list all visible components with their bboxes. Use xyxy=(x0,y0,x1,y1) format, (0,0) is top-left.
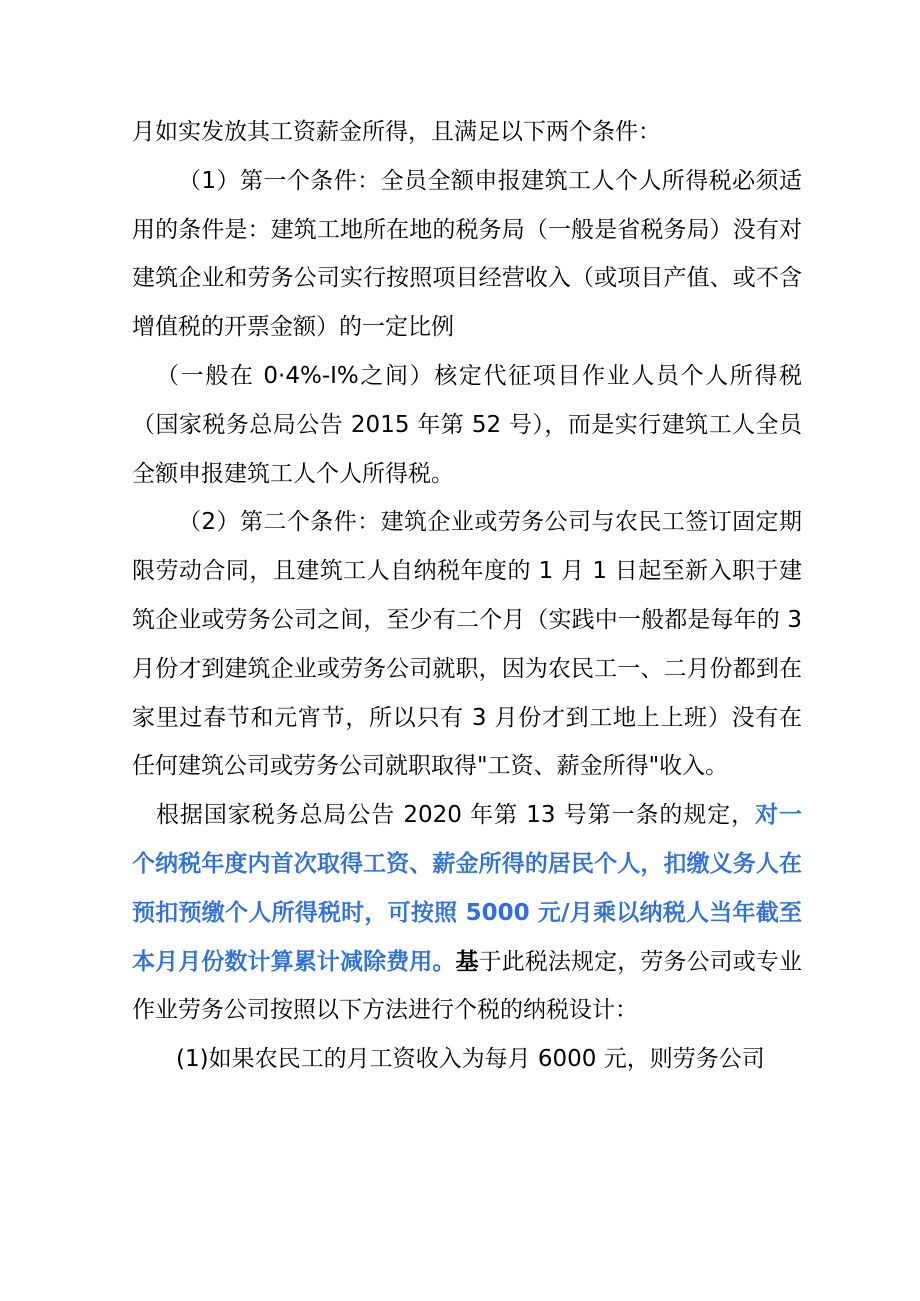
regulation-tail: 于此税法规定，劳务公司或专业作业劳务公司按照以下方法进行个税的纳税设计： xyxy=(132,948,803,1024)
paragraph-method-1: (1)如果农民工的月工资收入为每月 6000 元，则劳务公司 xyxy=(176,1046,765,1073)
document-body xyxy=(132,108,802,1084)
regulation-highlight: 对一个纳税年度内首次取得工资、薪金所得的居民个人，扣缴义务人在预扣预缴个人所得税时，可按照 5000 元/月乘以纳税人当年截至本月月份数计算累计减除费用。 xyxy=(132,802,803,975)
paragraph-1: 月如实发放其工资薪金所得，且满足以下两个条件： xyxy=(132,119,661,145)
regulation-bold-char: 基 xyxy=(455,948,479,975)
paragraph-condition-2: （2）第二个条件：建筑企业或劳务公司与农民工签订固定期限劳动合同，且建筑工人自纳税年度的 1 月 1 日起至新入职于建筑企业或劳务公司之间，至少有二个月（实践中一般都是每年的 3 月份才到建筑企业或劳务公司就职，因为农民工一、二月份都到在家里过春节和元宵节，所以只有 3 月份才到工地上上班）没有在任何建筑公司或劳务公司就职取得"工资、薪金所得"收入。 xyxy=(132,509,802,780)
paragraph-condition-1-continued: （一般在 0·4%-I%之间）核定代征项目作业人员个人所得税（国家税务总局公告 2015 年第 52 号），而是实行建筑工人全员全额申报建筑工人个人所得税。 xyxy=(132,362,802,487)
paragraph-condition-1: （1）第一个条件：全员全额申报建筑工人个人所得税必须适用的条件是：建筑工地所在地的税务局（一般是省税务局）没有对建筑企业和劳务公司实行按照项目经营收入（或项目产值、或不含增值税的开票金额）的一定比例 xyxy=(132,167,802,341)
paragraph-regulation xyxy=(132,791,802,1035)
regulation-lead: 根据国家税务总局公告 2020 年第 13 号第一条的规定， xyxy=(156,802,756,829)
